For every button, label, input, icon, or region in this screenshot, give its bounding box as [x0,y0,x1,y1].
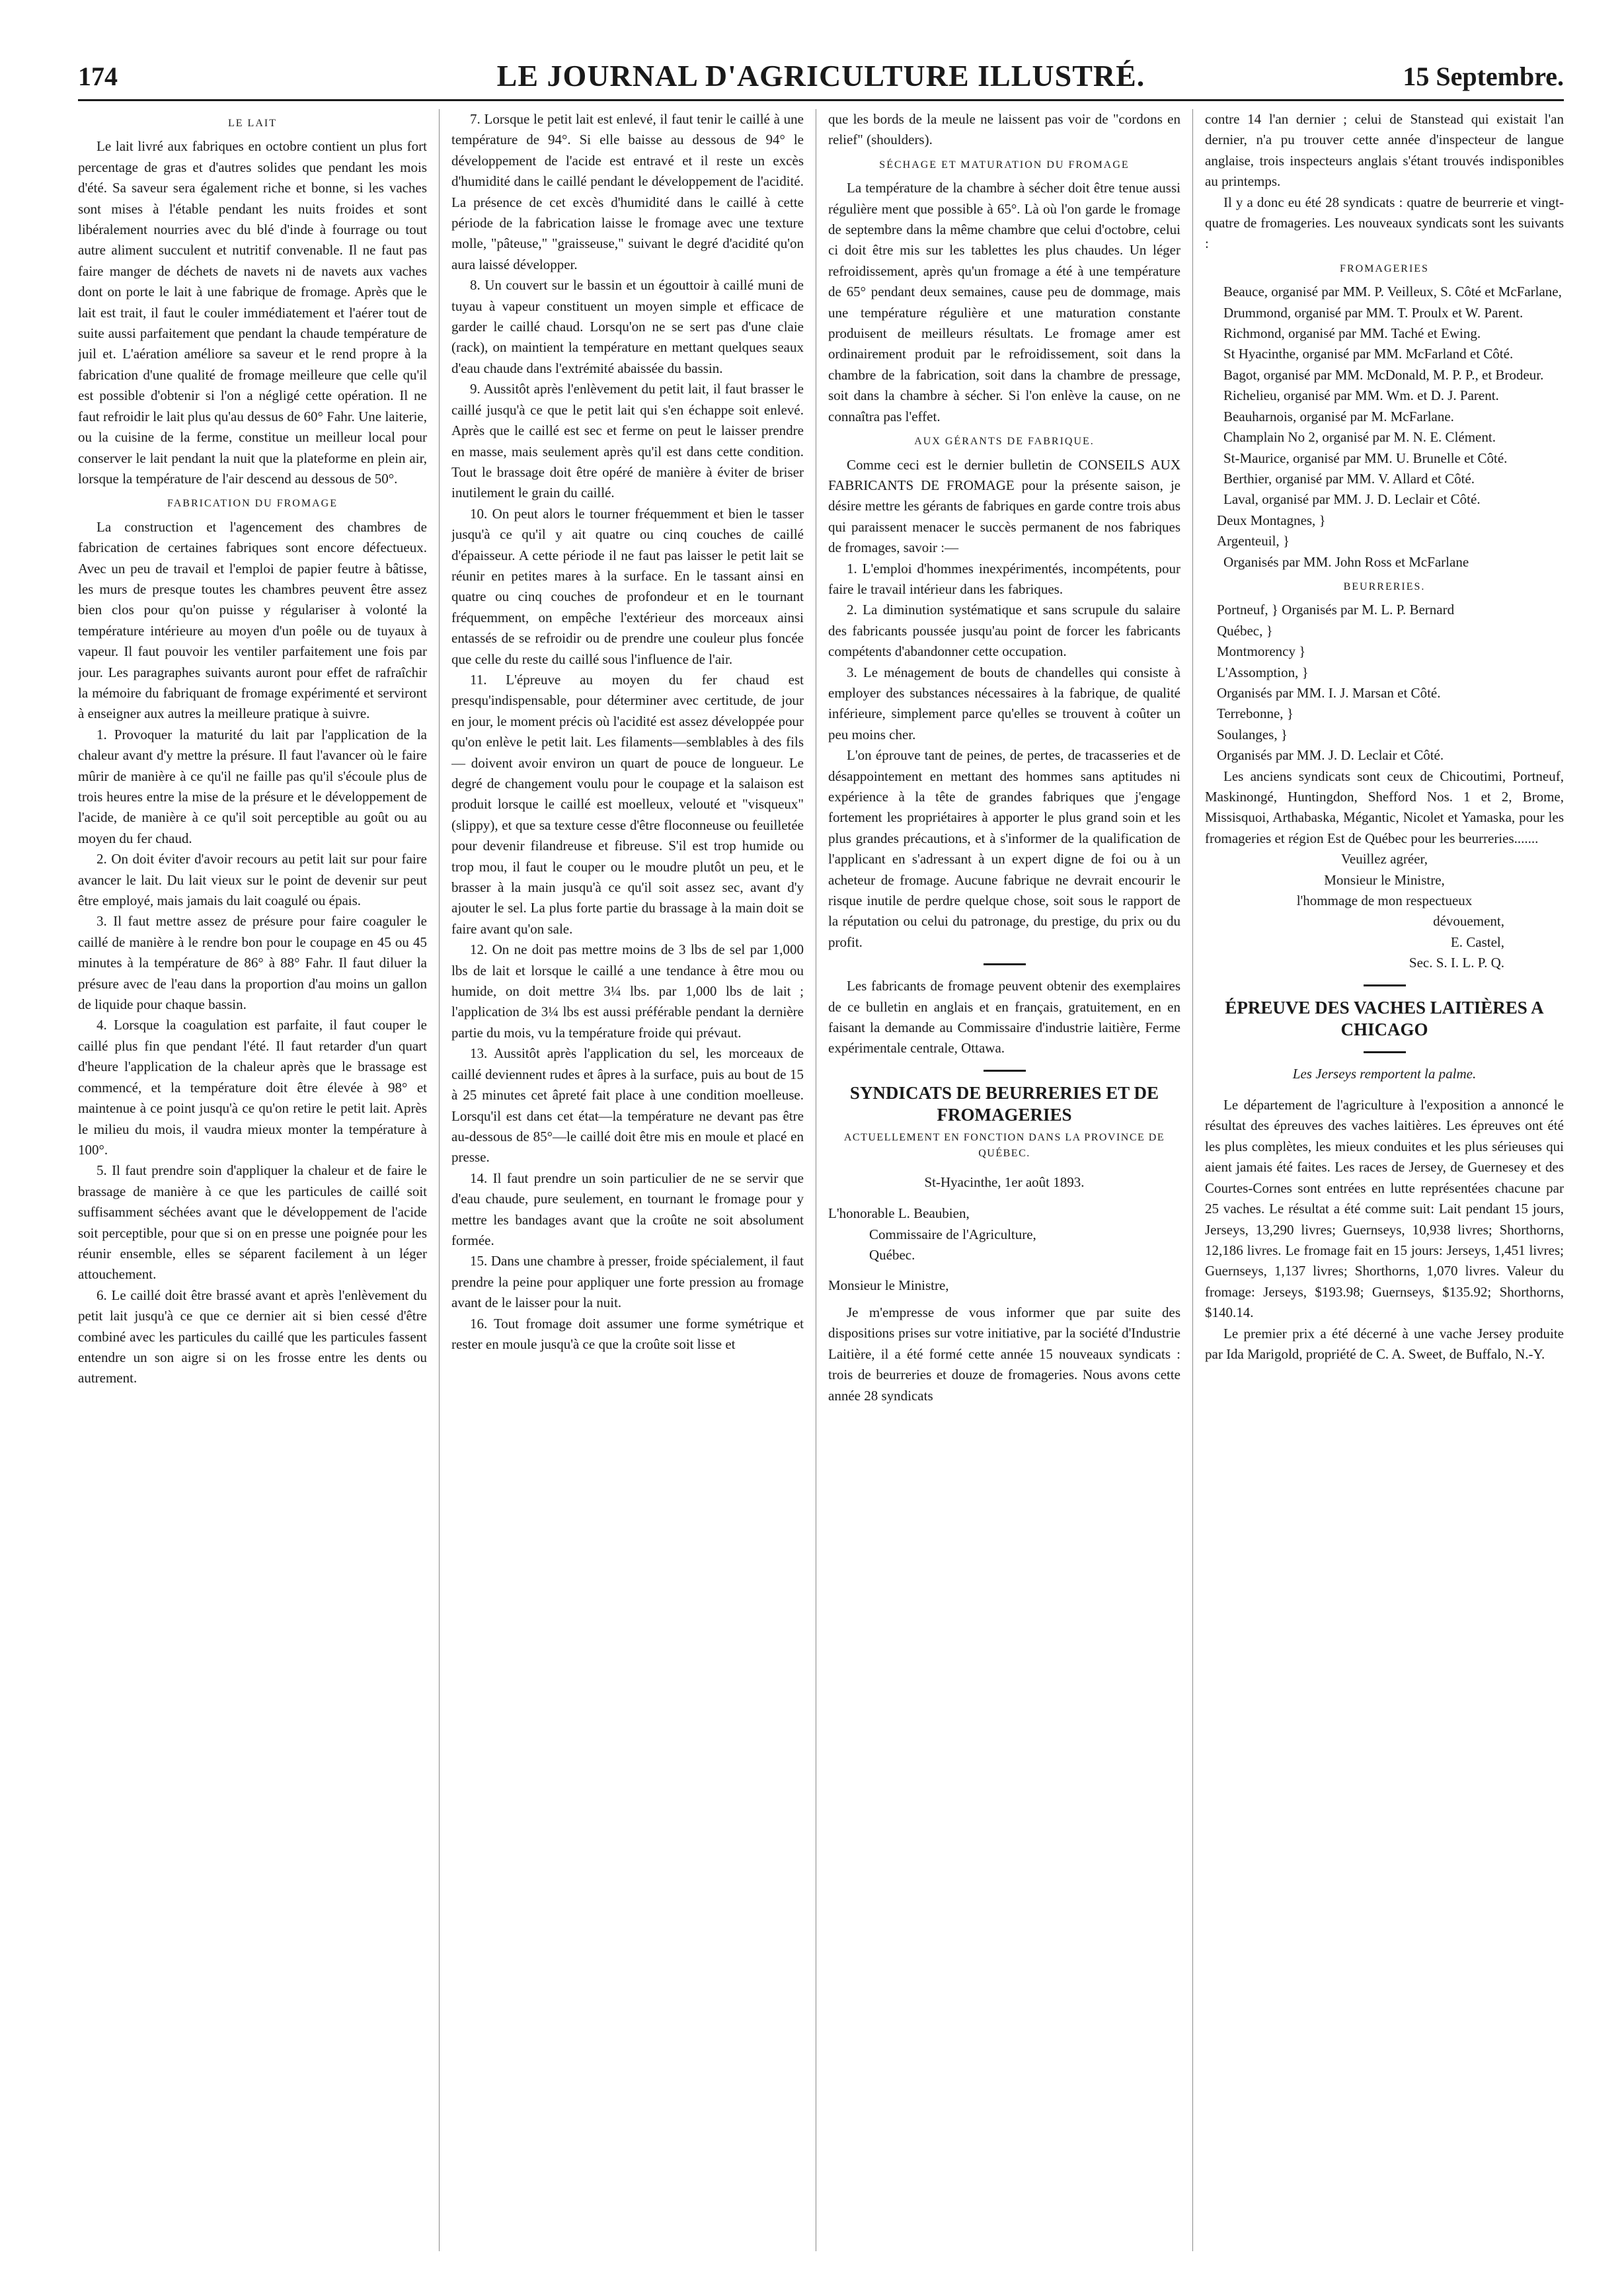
signature-name: E. Castel, [1450,934,1504,950]
article-heading: ÉPREUVE DES VACHES LAITIÈRES A CHICAGO [1225,997,1544,1039]
paragraph: Comme ceci est le dernier bulletin de CONSEILS AUX FABRICANTS DE FROMAGE pour la présente saison, je désire mettre les gérants de fabriques en garde contre trois abus qui paraissent menacer le succès permanent de nos fabriques de fromages, savoir :— [828,456,1180,556]
addressee-line: Québec. [869,1247,915,1263]
numbered-item: 10. On peut alors le tourner fréquemment et bien le tasser jusqu'à ce qu'il y ait quatre ou cinq couches de caillé d'épaisseur. A cette période il ne faut pas laisser le petit lait se réunir en petites mares à la surface. En le tassant ainsi en quatre ou cinq couches de profondeur et en le tournant fréquemment, on empêche l'extérieur des morceaux ainsi entassés de se refroidir ou de prendre une couleur plus foncée que celle du reste du caillé sous l'influence de l'air. [451,505,804,667]
numbered-item: 3. Il faut mettre assez de présure pour faire coaguler le caillé de manière à le rendre bon pour le coupage en 45 ou 45 minutes à la température de 86° à 88° Fahr. Il faut diluer la présure avec de l'eau dans la proportion d'au moins un gallon de liquide pour chaque bassin. [78,913,427,1013]
paragraph: Les fabricants de fromage peuvent obtenir des exemplaires de ce bulletin en anglais et en français, gratuitement, en en faisant la demande au Commissaire d'industrie laitière, Ferme expérimentale centrale, Ottawa. [828,978,1180,1057]
numbered-item: 12. On ne doit pas mettre moins de 3 lbs de sel par 1,000 lbs de lait et lorsque le caillé a une tendance à être mou ou humide, on doit mettre 3¼ lbs. par 1,000 lbs de lait ; l'application de 3¼ lbs est aussi préférable pendant la dernière partie du mois, vu la température froide qui prévaut. [451,941,804,1041]
issue-date: 15 Septembre. [1403,61,1564,91]
list-item-label: Deux Montagnes, [1217,512,1316,528]
numbered-item: 3. Le ménagement de bouts de chandelles qui consiste à employer des substances nécessaires à la fabrique, de qualité inférieure, simplement parce qu'elles se trouvent à coûter un peu moins cher. [828,664,1180,742]
section-heading: FROMAGERIES [1340,262,1429,274]
section-heading: SÉCHAGE ET MATURATION DU FROMAGE [879,159,1130,171]
numbered-item: 1. L'emploi d'hommes inexpérimentés, incompétents, pour faire le travail intérieur dans les fabriques. [828,560,1180,597]
separator-rule [1364,984,1406,986]
list-item: Deux Montagnes, } [1217,512,1326,528]
numbered-item: 13. Aussitôt après l'application du sel, les morceaux de caillé deviennent rudes et âpres à la surface, puis au bout de 15 à 25 minutes cet âpreté fait place à une condition moelleuse. Lorsqu'il est dans cet état—la température ne devant pas être au-dessous de 85°—le caillé doit être mis en moule et placé en presse. [451,1045,804,1166]
paragraph: Le premier prix a été décerné à une vache Jersey produite par Ida Marigold, propriété de C. A. Sweet, de Buffalo, N.-Y. [1205,1325,1564,1362]
section-heading: AUX GÉRANTS DE FABRIQUE. [914,436,1095,448]
list-item: L'Assomption, } [1217,664,1309,680]
separator-rule [1364,1051,1406,1053]
list-item-label: Portneuf, [1217,602,1268,618]
list-item: Québec, } [1217,622,1273,639]
list-item: Organisés par MM. John Ross et McFarlane [1223,553,1469,570]
list-item: Richmond, organisé par MM. Taché et Ewing. [1223,325,1481,342]
numbered-item: 8. Un couvert sur le bassin et un égouttoir à caillé muni de tuyau à vapeur constituent un moyen simple et efficace de garder le caillé chaud. Lorsqu'on ne se sert pas d'une claie (rack), on maintient la température en mettant quelques seaux d'eau chaude dans l'extrémité abaissée du bassin. [451,277,804,376]
addressee-line: Commissaire de l'Agriculture, [869,1226,1036,1242]
list-item-label: Québec, [1217,622,1263,639]
numbered-item: 7. Lorsque le petit lait est enlevé, il faut tenir le caillé à une température de 94°. Si elle baisse au dessous de 94° le développement de l'acide est entravé et il reste un excès d'humidité dans le caillé pendant le développement de l'acidité. La présence de cet excès d'humidité dans le caillé à cette période de la fabrication laisse le fromage avec une texture molle, "pâteuse," "graisseuse," suivant le degré d'acidité qu'on aura laissé développer. [451,111,804,272]
article-subheading: Les Jerseys remportent la palme. [1292,1065,1477,1082]
paragraph: La construction et l'agencement des chambres de fabrication de certaines fabriques sont encore défectueux. Avec un peu de travail et l'emploi de papier feutre à bâtisse, les murs de presque toutes les chambres peuvent être assez bien clos pour qu'on puisse y régulariser à volonté la température intérieure au moyen d'un poêle ou de tuyaux à vapeur. Il faut pouvoir les ventiler parfaitement une fois par jour. Les paragraphes suivants auront pour effet de rafraîchir la mémoire du fabriquant de fromage expérimenté et serviront à enseigner aux autres la meilleure pratique à suivre. [78,518,427,722]
list-item: Drummond, organisé par MM. T. Proulx et W. Parent. [1223,304,1524,321]
column-4 [1205,109,1564,2251]
list-item-label: Soulanges, [1217,726,1278,742]
list-item-label: Terrebonne, [1217,705,1284,722]
numbered-item: 2. On doit éviter d'avoir recours au petit lait sur pour faire avancer le lait. Du lait vieux sur le point de devenir sur peut être employé, mais jamais du lait coagulé ou épais. [78,851,427,909]
separator-rule [984,1070,1026,1072]
dateline: St-Hyacinthe, 1er août 1893. [924,1174,1085,1190]
closing-line: Monsieur le Ministre, [1324,871,1445,888]
paragraph: Le lait livré aux fabriques en octobre contient un plus fort percentage de gras et d'autres solides que pendant les mois d'été. Sa saveur sera également riche et bonne, si les vaches sont mises à l'étable pendant les nuits froides et sont libéralement nourries avec du blé d'inde à fourrage ou tout autre aliment succulent et nutritif convenable. Il ne faut pas faire manger de déchets de navets ni de navets aux vaches dont on porte le lait à une fabrique de fromage. Après que le lait est trait, il faut le couler immédiatement et l'aérer tout de suite aussi parfaitement que pendant la chaude température de juil et. L'aération améliore sa saveur et le rend propre à la fabrication d'une qualité de fromage meilleure que celle qu'il est possible d'obtenir si l'on a négligé cette opération. Il ne faut refroidir le lait plus qu'au dessus de 60° Fahr. Une laiterie, ou la cuisine de la ferme, constitue un meilleur local pour conserver le lait pendant la nuit que la plateforme en plein air, lorsque la température de l'air descend au dessous de 50°. [78,138,427,487]
page-header [78,56,1564,95]
numbered-item: 6. Le caillé doit être brassé avant et après l'enlèvement du petit lait jusqu'à ce que ce dernier ait si bien cessé d'être combiné avec les particules du caillé que les particules fassent entendre un son aigre si on les frosse entre les dents ou autrement. [78,1287,427,1386]
journal-title: LE JOURNAL D'AGRICULTURE ILLUSTRÉ. [496,59,1145,93]
list-item: Bagot, organisé par MM. McDonald, M. P. P., et Brodeur. [1223,366,1544,383]
list-item: Champlain No 2, organisé par M. N. E. Clément. [1223,429,1496,446]
list-item: Terrebonne, } [1217,705,1294,722]
list-item: Organisés par MM. J. D. Leclair et Côté. [1217,747,1444,764]
numbered-item: 14. Il faut prendre un soin particulier de ne se servir que d'eau chaude, pure seulement, en tournant le fromage pour y mettre les bandages avant que la croûte ne soit absolument formée. [451,1170,804,1248]
paragraph: Je m'empresse de vous informer que par suite des dispositions prises sur votre initiative, par la société d'Industrie Laitière, il a été formé cette année 15 nouveaux syndicats : trois de beurreries et douze de fromageries. Nous avons cette année 28 syndicats [828,1304,1180,1404]
list-item: Montmorency } [1217,643,1306,660]
numbered-item: 16. Tout fromage doit assumer une forme symétrique et rester en moule jusqu'à ce que la croûte soit lisse et [451,1315,804,1352]
signature-title: Sec. S. I. L. P. Q. [1409,955,1504,971]
section-heading: FABRICATION DU FROMAGE [167,498,338,510]
list-item: Beauce, organisé par MM. P. Veilleux, S. Côté et McFarlane, [1223,284,1562,300]
list-item: Berthier, organisé par MM. V. Allard et Côté. [1223,470,1475,487]
paragraph: contre 14 l'an dernier ; celui de Stanstead qui existait l'an dernier, n'a pu trouver cette année d'inspecteur de langue anglaise, trois inspecteurs anglais s'étant trouvés indisponibles au printemps. [1205,111,1564,190]
salutation: Monsieur le Ministre, [828,1277,949,1293]
paragraph: Les anciens syndicats sont ceux de Chicoutimi, Portneuf, Maskinongé, Huntingdon, Shefford Nos. 1 et 2, Brome, Missisquoi, Arthabaska, Mégantic, Nicolet et Yamaska, pour les fromageries et région Est de Québec pour les beurreries....... [1205,768,1564,846]
column-2 [451,109,804,2251]
list-item: Beauharnois, organisé par M. McFarlane. [1223,408,1454,424]
numbered-item: 2. La diminution systématique et sans scrupule du salaire des fabricants poussée jusqu'au point de forcer les fabricants compétents d'abandonner cette occupation. [828,602,1180,660]
numbered-item: 9. Aussitôt après l'enlèvement du petit lait, il faut brasser le caillé jusqu'à ce que le petit lait qui s'en échappe soit enlevé. Après que le caillé est sec et ferme on peut le laisser prendre en masse, mais seulement après qu'il est dans cette condition. Tout le brassage doit être opéré de manière à éviter de briser inutilement le grain du caillé. [451,381,804,501]
paragraph: Le département de l'agriculture à l'exposition a annoncé le résultat des épreuves des vaches laitières. Les épreuves ont été les plus complètes, les mieux conduites et les plus sérieuses qui aient jamais été faites. Les races de Jersey, de Guernesey et des Courtes-Cornes sont entrées en lutte représentées chacune par 25 vaches. Le résultat a été comme suit: Lait pendant 15 jours, Jerseys, 13,290 livres; Guernseys, 10,938 livres; Shorthorns, 12,186 livres. Le fromage fait en 15 jours: Jerseys, 1,451 livres; Guernseys, 1,137 livres; Shorthorns, 1,070 livres. Valeur du fromage: Jerseys, $193.98; Guernseys, $135.92; Shorthorns, $140.14. [1205,1097,1564,1321]
list-item-label: Montmorency [1217,643,1295,660]
numbered-item: 11. L'épreuve au moyen du fer chaud est presqu'indispensable, pour déterminer avec certitude, de jour en jour, le moment précis où l'acidité est assez développée pour qu'on enlève le petit lait. Les filaments—semblables à des fils — doivent avoir environ un quart de pouce de longueur. Le degré de changement voulu pour le coupage et la salaison est produit lorsque le caillé est moelleux, velouté et "visqueux" (slippy), et que sa texture cesse d'être floconneuse ou feuilletée pour devenir filandreuse et fibreuse. S'il est trop humide ou trop mou, il faut le couper ou le moudre plutôt un peu, et le brasser à la main jusqu'à ce qu'il soit assez sec, avant d'y ajouter le sel. La plus forte partie du brassage à la main doit se faire avant qu'on sale. [451,671,804,937]
list-item: Organisés par MM. I. J. Marsan et Côté. [1217,684,1441,701]
page-number: 174 [78,61,118,91]
numbered-item: 5. Il faut prendre soin d'appliquer la chaleur et de faire le brassage de manière à ce que les particules de caillé soit suffisamment séchées avant que le développement de l'acide soit perceptible, pour que si on en presse une poignée pour les réunir ensemble, elles se séparent facilement à un léger attouchement. [78,1162,427,1283]
list-item-label: Argenteuil, [1217,533,1280,549]
paragraph: L'on éprouve tant de peines, de pertes, de tracasseries et de désappointement en mettant des hommes sans aptitudes ni expérience à la tête de grandes fabriques que j'engage fortement les propriétaires à apporter le plus grand soin et les plus grandes précautions, et à s'informer de la qualification de l'applicant en s'adressant à un expert digne de foi ou à un acheteur de fromage. Aucune fabrique ne devrait encourir le risque inutile de perdre quelque chose, soit sous le rapport de la réputation ou celui du patronage, du prestige, du prix ou du profit. [828,747,1180,950]
column-3 [828,109,1180,2251]
column-1 [78,109,427,2251]
column-divider [1192,109,1193,2251]
paragraph: Il y a donc eu été 28 syndicats : quatre de beurrerie et vingt-quatre de fromageries. Les nouveaux syndicats sont les suivants : [1205,194,1564,252]
closing-line: Veuillez agréer, [1341,851,1428,867]
separator-rule [984,963,1026,965]
article-heading: SYNDICATS DE BEURRERIES ET DE FROMAGERIES [849,1082,1159,1125]
paragraph: La température de la chambre à sécher doit être tenue aussi régulière ment que possible à 65°. Là où l'on garde le fromage de septembre dans la même chambre que celui d'octobre, celui ci doit être mis sur les tablettes les plus chaudes. Un léger refroidissement, après qu'un fromage a été à une température de 65° pendant deux semaines, cause peu de dommage, mais une température régulière et une maturation constante produisent de meilleurs résultats. Le fromage amer est ordinairement produit par le refroidissement, soit dans la chambre de la fabrication, soit dans la chambre de pressage, soit dans la chambre à sécher. Si l'on enlève la cause, on ne connaîtra pas l'effet. [828,180,1180,424]
addressee-line: L'honorable L. Beaubien, [828,1205,970,1222]
closing-line: l'hommage de mon respectueux [1296,893,1473,909]
section-heading: BEURRERIES. [1343,580,1426,592]
list-item: Argenteuil, } [1217,533,1290,549]
paragraph: que les bords de la meule ne laissent pas voir de "cordons en relief" (shoulders). [828,111,1180,148]
numbered-item: 4. Lorsque la coagulation est parfaite, il faut couper le caillé plus fin que pendant l'été. Il faut retarder d'un quart d'heure l'application de la chaleur après que le brassage est commencé, et la température doit être élevée à 98° et maintenue à ce point jusqu'à ce qu'on retire le petit lait. Après le milieu du mois, il vaudra mieux monter la température à 100°. [78,1017,427,1158]
numbered-item: 15. Dans une chambre à presser, froide spécialement, il faut prendre la peine pour appliquer une forte pression au fromage avant de le laisser pour la nuit. [451,1253,804,1311]
header-rule [78,99,1564,101]
article-subheading: ACTUELLEMENT EN FONCTION DANS LA PROVINCE DE QUÉBEC. [843,1131,1165,1159]
column-divider [439,109,440,2251]
list-item: St Hyacinthe, organisé par MM. McFarland et Côté. [1223,346,1514,362]
list-item: Portneuf, } Organisés par M. L. P. Bernard [1217,602,1455,618]
list-item: Laval, organisé par MM. J. D. Leclair et Côté. [1223,491,1481,508]
list-item-label: Organisés par M. L. P. Bernard [1282,602,1455,618]
list-item: St-Maurice, organisé par MM. U. Brunelle et Côté. [1223,450,1508,466]
list-item-label: L'Assomption, [1217,664,1299,680]
list-item: Richelieu, organisé par MM. Wm. et D. J. Parent. [1223,387,1499,404]
numbered-item: 1. Provoquer la maturité du lait par l'application de la chaleur avant d'y mettre la présure. Il faut l'avancer où le faire mûrir de manière à ce qu'il ne faille pas qu'il s'écoule plus de trois heures entre la mise de la présure et le développement de l'acide, de manière à ce qu'il soit perceptible au goût ou au moyen du fer chaud. [78,726,427,846]
section-heading: LE LAIT [228,118,277,129]
list-item: Soulanges, } [1217,726,1288,742]
closing-line: dévouement, [1433,913,1504,930]
